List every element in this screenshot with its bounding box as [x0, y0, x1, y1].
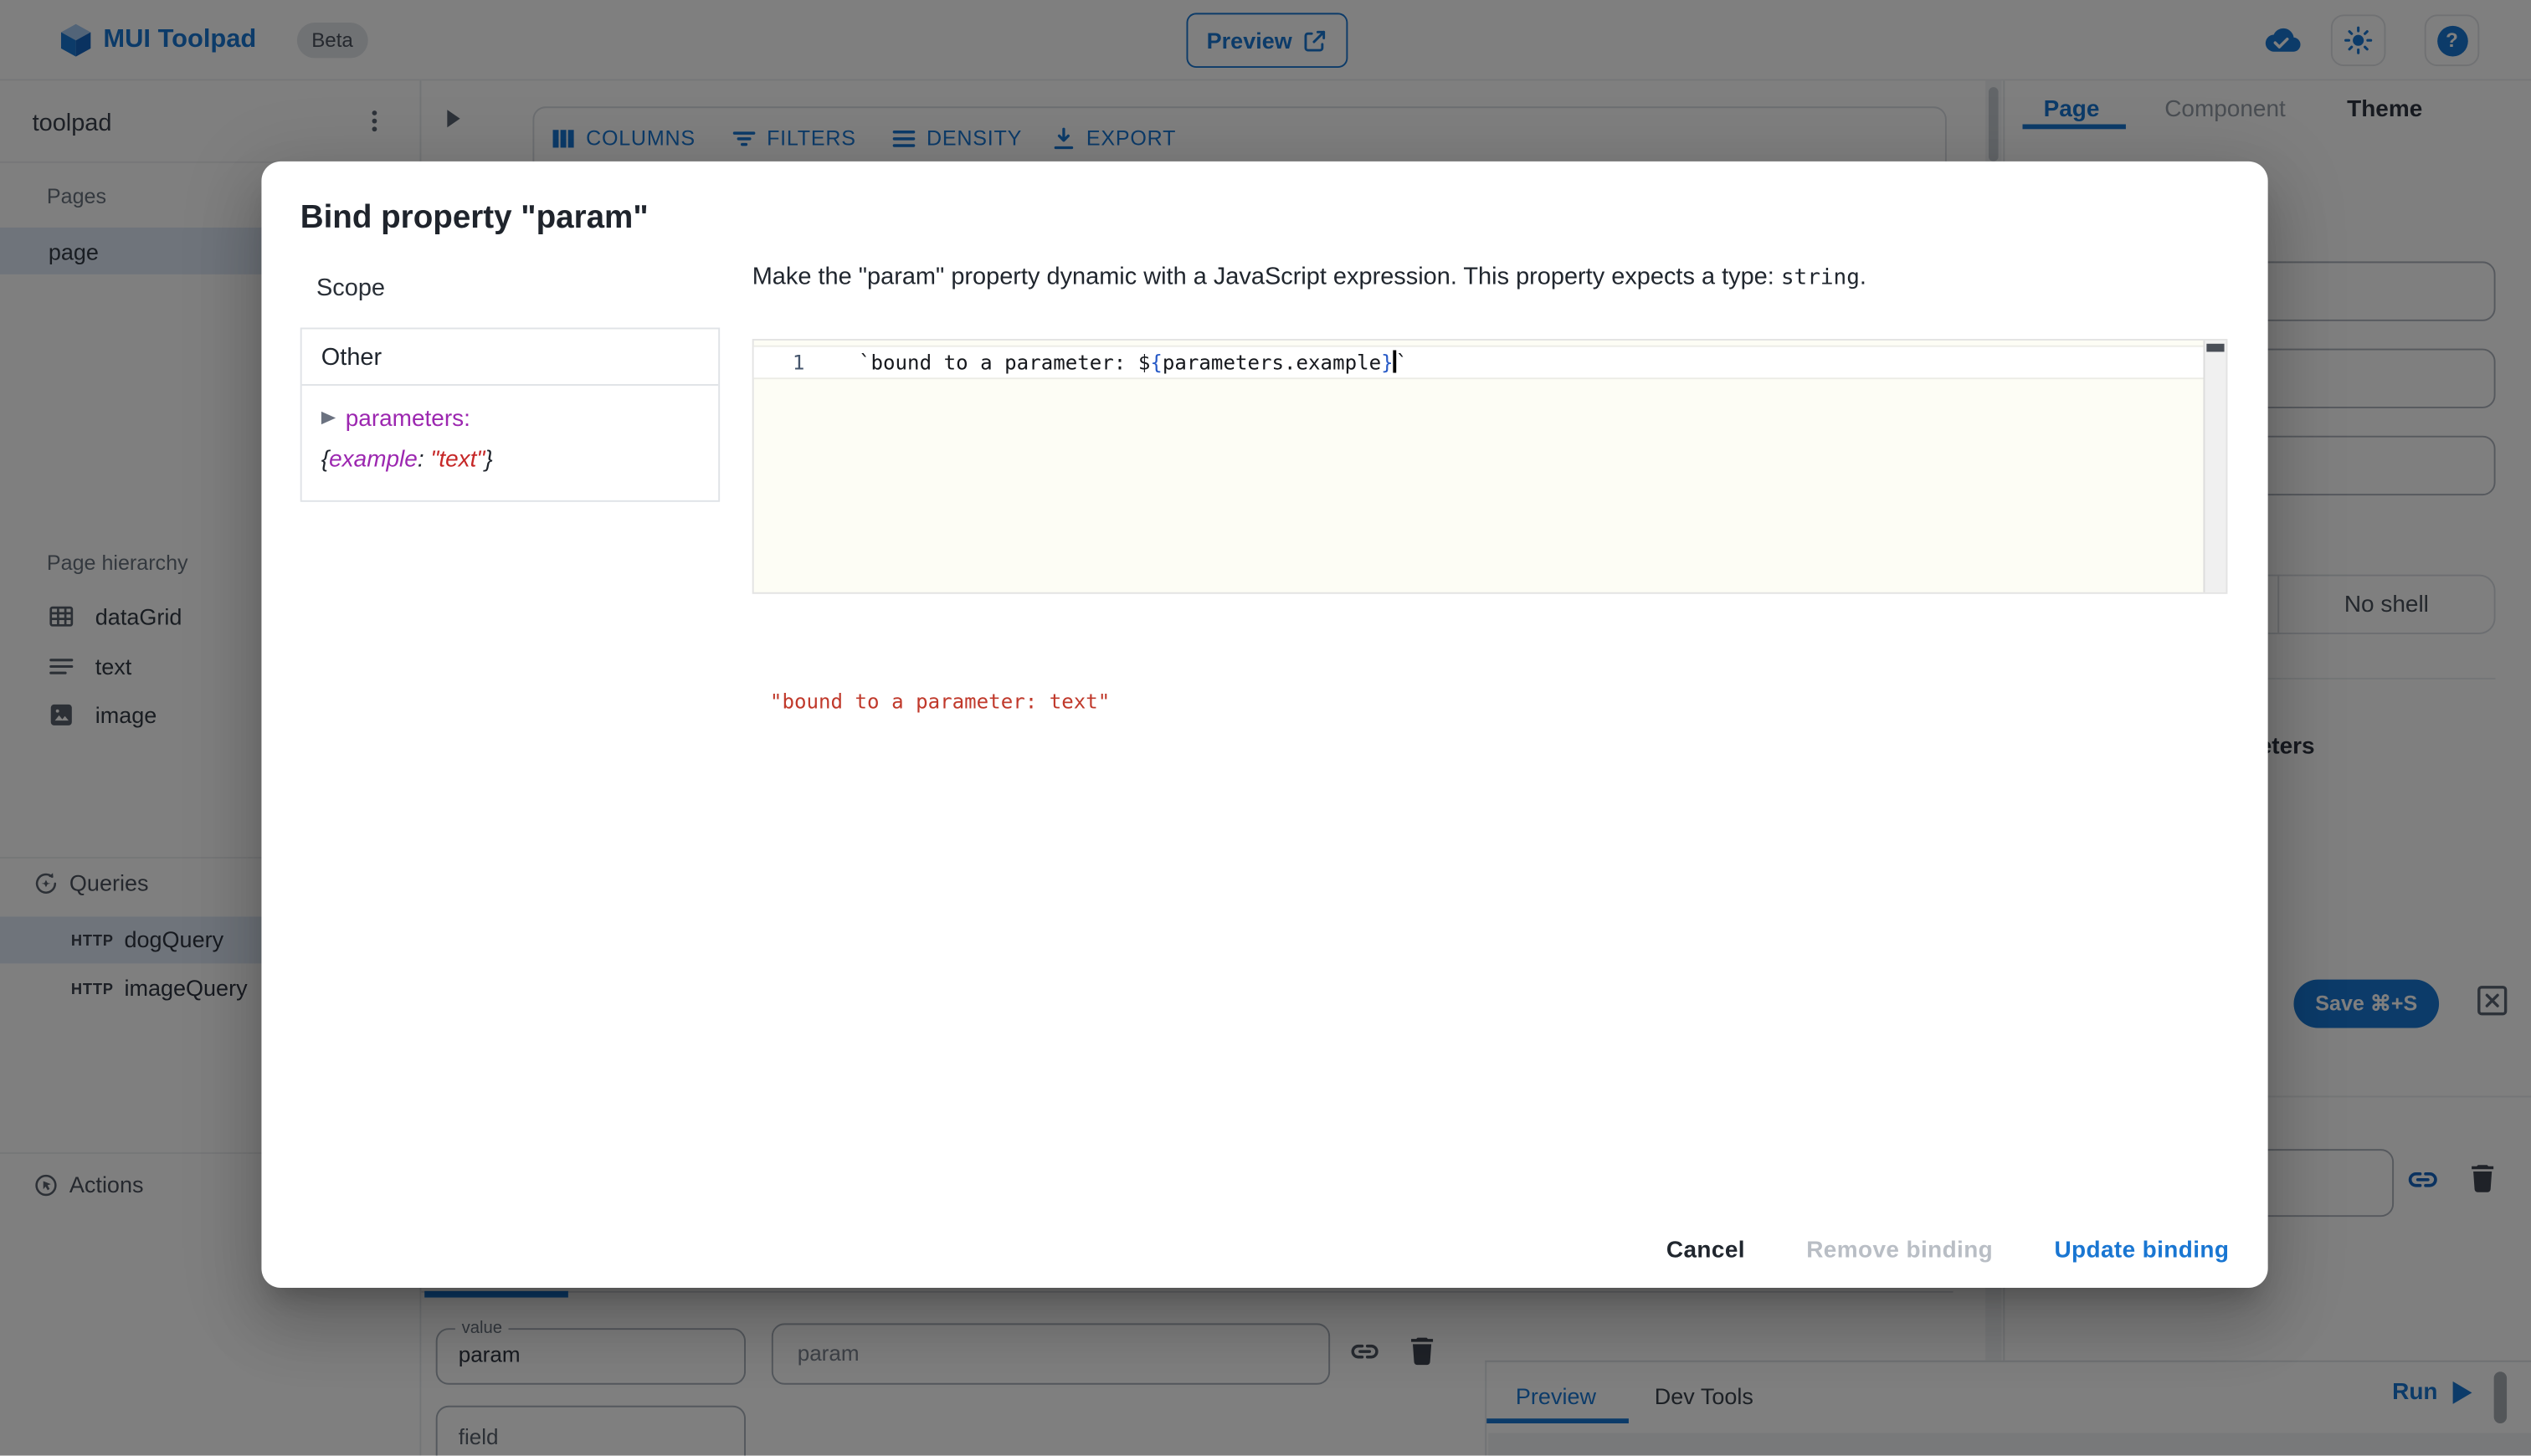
scope-tree	[302, 386, 719, 481]
code-brace-open: {	[1150, 350, 1163, 375]
bind-property-dialog	[261, 161, 2267, 1288]
cancel-button[interactable]: Cancel	[1666, 1238, 1745, 1264]
scope-tree-node[interactable]	[321, 400, 699, 440]
scope-other-row[interactable]: Other	[302, 329, 719, 386]
code-brace-close: }	[1381, 350, 1394, 375]
dialog-title: Bind property "param"	[300, 200, 649, 236]
tree-brace-open: {	[321, 447, 330, 474]
line-number: 1	[792, 350, 805, 375]
code-dollar: $	[1137, 350, 1151, 375]
code-editor[interactable]	[752, 339, 2228, 594]
description-text: Make the "param" property dynamic with a JavaScript expression. This property expects a type:	[752, 263, 1781, 291]
tree-key: parameters:	[345, 406, 470, 433]
scope-explorer	[300, 327, 720, 501]
scope-tree-value	[321, 440, 699, 480]
dialog-actions	[1666, 1238, 2229, 1264]
remove-binding-button[interactable]: Remove binding	[1806, 1238, 1994, 1264]
tree-colon: :	[417, 447, 431, 474]
description-period: .	[1859, 263, 1866, 291]
code-backtick: `	[1395, 350, 1409, 375]
dialog-description	[752, 263, 1866, 290]
tree-string-value: "text"	[430, 447, 485, 474]
evaluation-result: "bound to a parameter: text"	[769, 689, 1111, 714]
description-type: string	[1780, 264, 1860, 291]
update-binding-button[interactable]: Update binding	[2054, 1238, 2230, 1264]
code-expression: parameters.example	[1162, 350, 1382, 375]
code-text: `bound to a parameter:	[858, 350, 1138, 375]
tree-brace-close: }	[485, 447, 493, 474]
code-line[interactable]	[859, 350, 1408, 374]
scope-label: Scope	[316, 274, 386, 302]
editor-scrollbar-gutter[interactable]	[2203, 341, 2226, 592]
tree-prop: example	[329, 447, 418, 474]
tree-expand-icon[interactable]	[321, 410, 337, 426]
editor-scroll-marker	[2206, 344, 2224, 352]
